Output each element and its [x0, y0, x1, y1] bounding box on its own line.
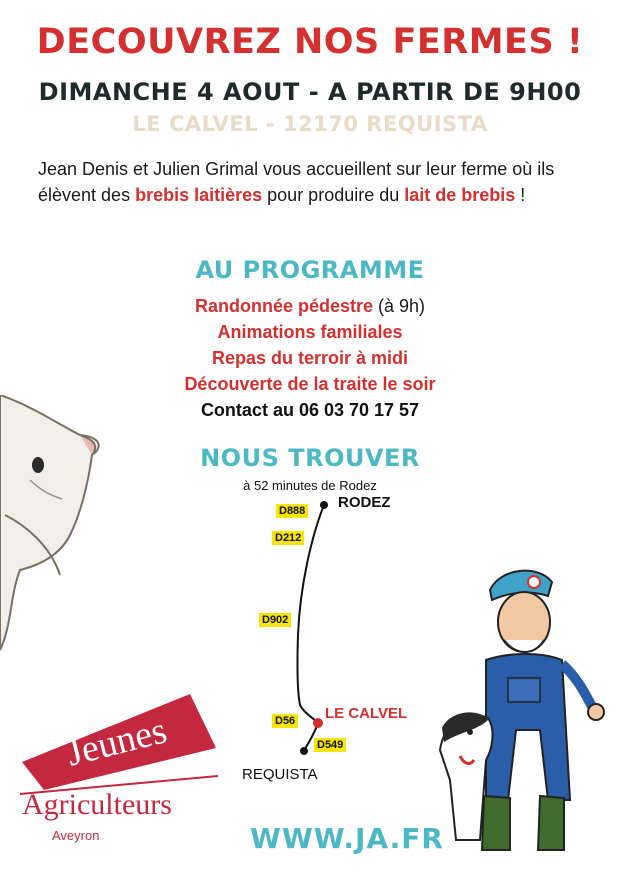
- event-date: DIMANCHE 4 AOUT - A PARTIR DE 9H00: [38, 78, 582, 106]
- road-label-d888: D888: [276, 504, 308, 518]
- programme-heading: AU PROGRAMME: [195, 256, 425, 284]
- intro-highlight-1: brebis laitières: [135, 185, 263, 205]
- road-label-d56: D56: [272, 714, 298, 728]
- city-rodez: RODEZ: [338, 494, 391, 511]
- ja-logo-jeunes: Jeunes: [62, 709, 171, 775]
- programme-item-activities: Animations familiales: [217, 322, 403, 342]
- road-label-d902: D902: [259, 613, 291, 627]
- page-title: DECOUVREZ NOS FERMES !: [36, 22, 584, 62]
- programme-item-hike-label: Randonnée pédestre: [194, 296, 373, 316]
- intro-highlight-2: lait de brebis: [404, 185, 516, 205]
- programme-item-milking: Découverte de la traite le soir: [184, 374, 436, 394]
- rodez-dot: [320, 501, 328, 509]
- event-location: LE CALVEL - 12170 REQUISTA: [132, 112, 488, 136]
- intro-text-3: !: [515, 185, 526, 205]
- intro-text-1: Jean Denis et Julien Grimal vous accueillent sur leur ferme où ils élèvent des: [38, 159, 555, 205]
- programme-item-hike: [0, 293, 620, 319]
- programme-list: [0, 293, 620, 423]
- farmer-dog-illustration: [430, 560, 620, 860]
- city-requista: REQUISTA: [242, 766, 318, 783]
- ja-logo-agriculteurs: Agriculteurs: [22, 788, 172, 821]
- contact-phone: Contact au 06 03 70 17 57: [200, 400, 420, 420]
- le-calvel-dot: [313, 718, 323, 728]
- distance-note: à 52 minutes de Rodez: [243, 478, 377, 493]
- directions-heading: NOUS TROUVER: [200, 444, 420, 472]
- ja-logo: [14, 690, 224, 860]
- road-label-d549: D549: [314, 738, 346, 752]
- ja-logo-aveyron: Aveyron: [52, 828, 100, 843]
- city-le-calvel: LE CALVEL: [325, 705, 408, 722]
- road-label-d212: D212: [272, 531, 304, 545]
- intro-text-2: pour produire du: [262, 185, 405, 205]
- intro-paragraph: [38, 156, 583, 208]
- programme-item-meal: Repas du terroir à midi: [211, 348, 409, 368]
- ja-logo-banner: [14, 690, 224, 860]
- website-link[interactable]: WWW.JA.FR: [250, 822, 444, 855]
- programme-item-hike-time: (à 9h): [373, 296, 426, 316]
- requista-dot: [300, 747, 308, 755]
- sheep-illustration: [0, 395, 110, 655]
